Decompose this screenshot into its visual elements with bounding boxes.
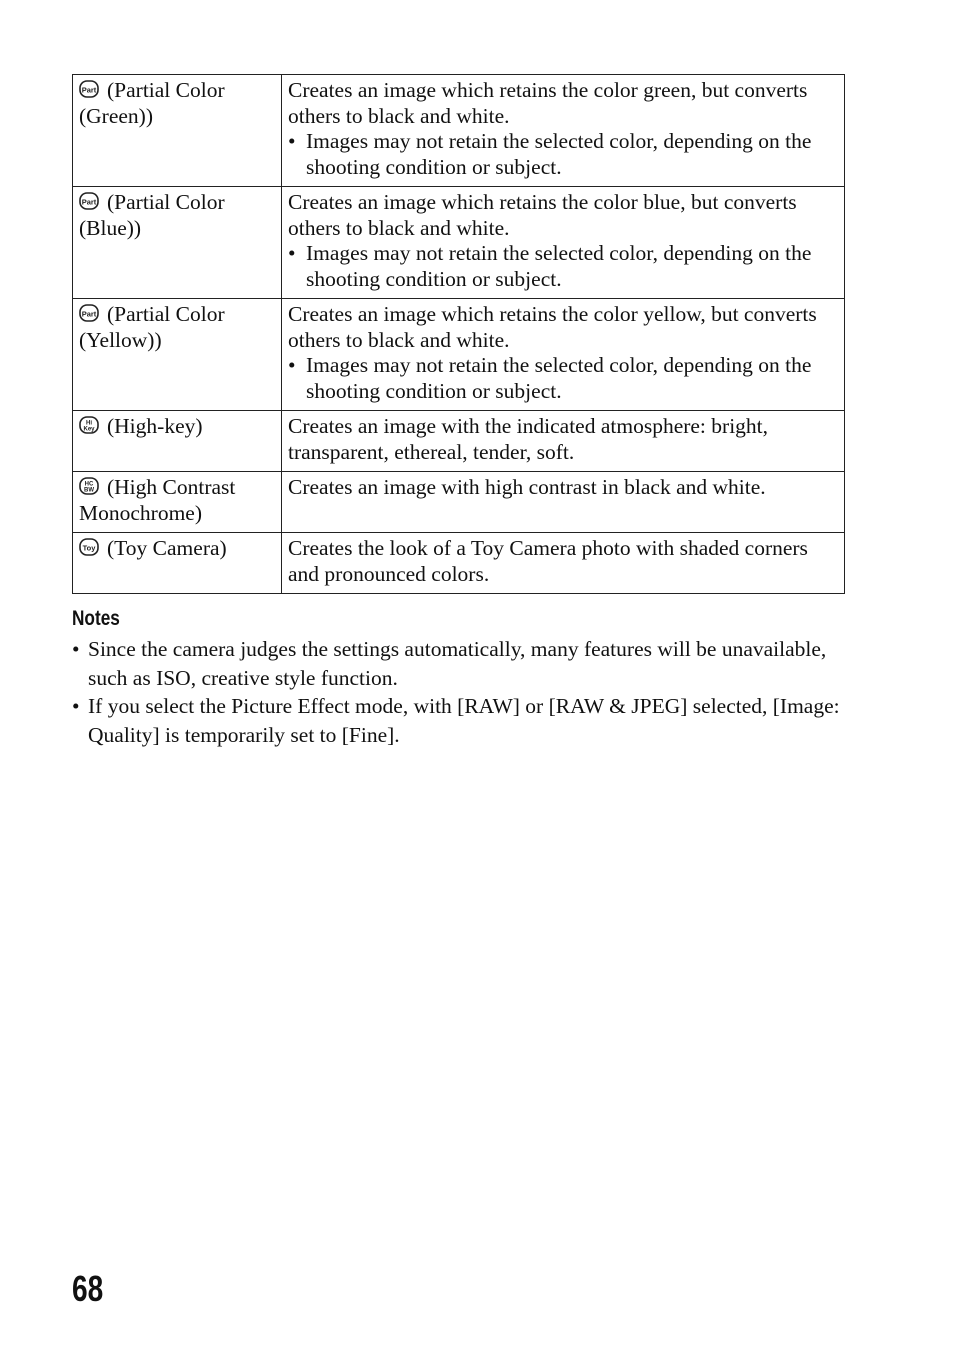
effect-description: Creates an image which retains the color yellow, but converts others to black and white. — [288, 302, 817, 352]
effect-description: Creates the look of a Toy Camera photo with shaded corners and pronounced colors. — [288, 536, 808, 586]
effect-bullet-text: Images may not retain the selected color, depending on the shooting condition or subject. — [306, 241, 812, 291]
table-row — [73, 411, 845, 472]
icon-label: Part — [81, 197, 97, 207]
effect-description: Creates an image with the indicated atmosphere: bright, transparent, ethereal, tender, soft. — [288, 414, 769, 464]
effect-name-cell — [73, 299, 282, 411]
effect-bullet — [288, 353, 838, 404]
table-row — [73, 299, 845, 411]
bullet-dot: • — [72, 637, 80, 661]
list-item — [72, 635, 852, 692]
effect-description-cell — [282, 75, 845, 187]
list-item — [72, 692, 852, 749]
effect-name: (Partial Color (Blue)) — [79, 190, 225, 240]
bullet-dot: • — [288, 241, 296, 265]
effect-description-cell — [282, 472, 845, 533]
effect-bullet — [288, 241, 838, 292]
hc-bw-icon — [79, 477, 99, 495]
note-text: Since the camera judges the settings automatically, many features will be unavailable, such as ISO, creative style function. — [88, 637, 827, 690]
effect-description-cell — [282, 411, 845, 472]
effect-description-cell — [282, 299, 845, 411]
effect-name: (Partial Color (Yellow)) — [79, 302, 225, 352]
icon-label-bottom: Key — [83, 426, 95, 433]
effect-name-cell — [73, 533, 282, 594]
part-icon — [79, 304, 99, 322]
table-row — [73, 187, 845, 299]
bullet-dot: • — [288, 129, 296, 153]
page-number: 68 — [72, 1268, 104, 1309]
icon-label-top: HC — [84, 481, 94, 488]
effect-bullet-text: Images may not retain the selected color, depending on the shooting condition or subject. — [306, 129, 812, 179]
icon-label-top: Hi — [86, 420, 92, 427]
icon-label: Part — [81, 309, 97, 319]
toy-icon — [79, 538, 99, 556]
part-icon — [79, 192, 99, 210]
notes-title: Notes — [72, 607, 120, 630]
effect-description-cell — [282, 187, 845, 299]
picture-effect-table — [72, 74, 845, 594]
effect-name: (Partial Color (Green)) — [79, 78, 225, 128]
part-icon — [79, 80, 99, 98]
effect-name-cell — [73, 411, 282, 472]
effect-description-cell — [282, 533, 845, 594]
notes-section — [72, 607, 852, 749]
table-row — [73, 533, 845, 594]
bullet-dot: • — [288, 353, 296, 377]
effect-description: Creates an image which retains the color green, but converts others to black and white. — [288, 78, 808, 128]
effect-name: (High Contrast Monochrome) — [79, 475, 236, 525]
effect-name-cell — [73, 75, 282, 187]
icon-label-bottom: BW — [84, 487, 94, 494]
effect-name-cell — [73, 472, 282, 533]
effect-description: Creates an image which retains the color blue, but converts others to black and white. — [288, 190, 797, 240]
effect-name: (High-key) — [107, 414, 203, 438]
hi-key-icon — [79, 416, 99, 434]
bullet-dot: • — [72, 694, 80, 718]
table-row — [73, 472, 845, 533]
effect-bullet-text: Images may not retain the selected color, depending on the shooting condition or subject. — [306, 353, 812, 403]
effect-name-cell — [73, 187, 282, 299]
icon-label: Part — [81, 85, 97, 95]
table-row — [73, 75, 845, 187]
effect-bullet — [288, 129, 838, 180]
note-text: If you select the Picture Effect mode, with [RAW] or [RAW & JPEG] selected, [Image: Quality] is temporarily set to [Fine]. — [88, 694, 840, 747]
effect-name: (Toy Camera) — [107, 536, 227, 560]
effect-description: Creates an image with high contrast in black and white. — [288, 475, 766, 499]
icon-label: Toy — [82, 543, 96, 553]
